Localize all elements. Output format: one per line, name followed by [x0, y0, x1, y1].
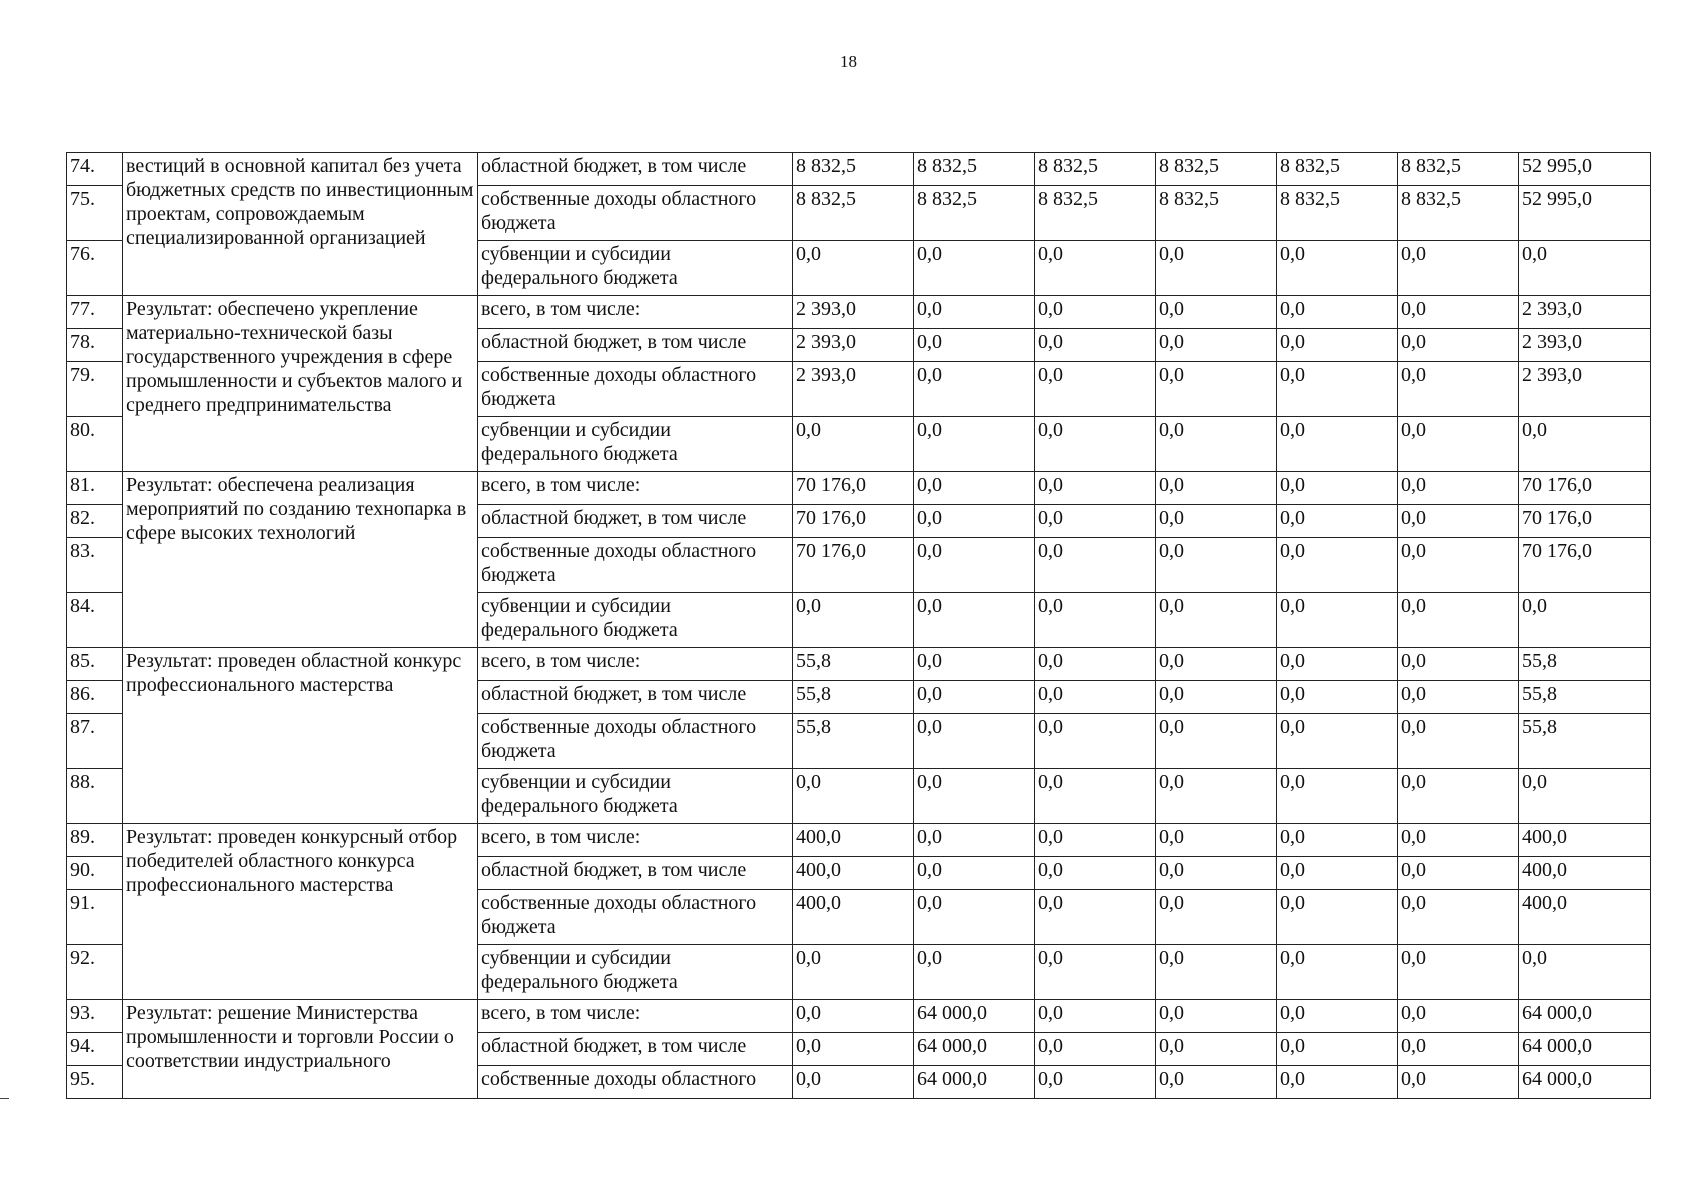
table-row — [67, 1000, 1651, 1033]
year-value-cell: 0,0 — [1277, 769, 1398, 824]
year-value-cell: 0,0 — [793, 241, 914, 296]
year-value-cell: 0,0 — [1398, 593, 1519, 648]
year-value-cell: 8 832,5 — [793, 153, 914, 186]
year-value-cell: 64 000,0 — [914, 1033, 1035, 1066]
year-value-cell: 0,0 — [1398, 681, 1519, 714]
year-value-cell: 0,0 — [1156, 857, 1277, 890]
year-value-cell: 0,0 — [1277, 714, 1398, 769]
year-value-cell: 0,0 — [1156, 945, 1277, 1000]
total-value-cell: 0,0 — [1519, 417, 1651, 472]
row-number-cell: 79. — [67, 362, 123, 417]
year-value-cell: 0,0 — [1156, 648, 1277, 681]
funding-source-cell: собственные доходы областного — [478, 1066, 793, 1099]
table-row — [67, 153, 1651, 186]
row-number-cell: 83. — [67, 538, 123, 593]
row-number-cell: 81. — [67, 472, 123, 505]
total-value-cell: 70 176,0 — [1519, 472, 1651, 505]
year-value-cell: 0,0 — [914, 329, 1035, 362]
total-value-cell: 400,0 — [1519, 857, 1651, 890]
year-value-cell: 0,0 — [793, 1066, 914, 1099]
result-description-cell: Результат: проведен областной конкурс профессионального мастерства — [123, 648, 478, 824]
row-number-cell: 85. — [67, 648, 123, 681]
year-value-cell: 0,0 — [1398, 296, 1519, 329]
total-value-cell: 55,8 — [1519, 681, 1651, 714]
row-number-cell: 94. — [67, 1033, 123, 1066]
year-value-cell: 0,0 — [1277, 296, 1398, 329]
funding-source-cell: субвенции и субсидии федерального бюджета — [478, 593, 793, 648]
year-value-cell: 0,0 — [1156, 1066, 1277, 1099]
year-value-cell: 64 000,0 — [914, 1066, 1035, 1099]
year-value-cell: 0,0 — [1398, 362, 1519, 417]
year-value-cell: 0,0 — [1277, 945, 1398, 1000]
total-value-cell: 0,0 — [1519, 241, 1651, 296]
funding-source-cell: областной бюджет, в том числе — [478, 857, 793, 890]
year-value-cell: 70 176,0 — [793, 538, 914, 593]
year-value-cell: 70 176,0 — [793, 472, 914, 505]
year-value-cell: 400,0 — [793, 824, 914, 857]
year-value-cell: 0,0 — [1035, 241, 1156, 296]
total-value-cell: 55,8 — [1519, 648, 1651, 681]
funding-source-cell: всего, в том числе: — [478, 824, 793, 857]
year-value-cell: 0,0 — [1398, 472, 1519, 505]
margin-tick-mark — [0, 1098, 9, 1099]
funding-source-cell: областной бюджет, в том числе — [478, 505, 793, 538]
year-value-cell: 0,0 — [1156, 417, 1277, 472]
row-number-cell: 90. — [67, 857, 123, 890]
total-value-cell: 0,0 — [1519, 593, 1651, 648]
year-value-cell: 0,0 — [1156, 362, 1277, 417]
table-row — [67, 296, 1651, 329]
year-value-cell: 0,0 — [1277, 593, 1398, 648]
year-value-cell: 0,0 — [1035, 648, 1156, 681]
year-value-cell: 8 832,5 — [1277, 153, 1398, 186]
year-value-cell: 400,0 — [793, 857, 914, 890]
year-value-cell: 55,8 — [793, 714, 914, 769]
year-value-cell: 0,0 — [1035, 296, 1156, 329]
year-value-cell: 2 393,0 — [793, 362, 914, 417]
year-value-cell: 0,0 — [1156, 714, 1277, 769]
year-value-cell: 0,0 — [914, 241, 1035, 296]
year-value-cell: 0,0 — [1035, 857, 1156, 890]
total-value-cell: 70 176,0 — [1519, 505, 1651, 538]
row-number-cell: 95. — [67, 1066, 123, 1099]
year-value-cell: 0,0 — [1398, 648, 1519, 681]
year-value-cell: 55,8 — [793, 681, 914, 714]
row-number-cell: 86. — [67, 681, 123, 714]
year-value-cell: 0,0 — [1035, 824, 1156, 857]
year-value-cell: 0,0 — [914, 648, 1035, 681]
funding-source-cell: собственные доходы областного бюджета — [478, 890, 793, 945]
total-value-cell: 400,0 — [1519, 824, 1651, 857]
year-value-cell: 0,0 — [1277, 241, 1398, 296]
year-value-cell: 64 000,0 — [914, 1000, 1035, 1033]
year-value-cell: 0,0 — [1156, 296, 1277, 329]
year-value-cell: 0,0 — [1035, 538, 1156, 593]
year-value-cell: 8 832,5 — [1156, 153, 1277, 186]
year-value-cell: 0,0 — [1398, 1000, 1519, 1033]
year-value-cell: 0,0 — [914, 890, 1035, 945]
funding-source-cell: всего, в том числе: — [478, 648, 793, 681]
year-value-cell: 0,0 — [1156, 505, 1277, 538]
year-value-cell: 0,0 — [793, 945, 914, 1000]
year-value-cell: 0,0 — [793, 1033, 914, 1066]
page-number: 18 — [840, 52, 857, 71]
funding-source-cell: областной бюджет, в том числе — [478, 329, 793, 362]
year-value-cell: 0,0 — [1035, 472, 1156, 505]
year-value-cell: 8 832,5 — [1156, 186, 1277, 241]
year-value-cell: 0,0 — [1277, 1066, 1398, 1099]
year-value-cell: 400,0 — [793, 890, 914, 945]
funding-source-cell: собственные доходы областного бюджета — [478, 362, 793, 417]
year-value-cell: 0,0 — [793, 769, 914, 824]
year-value-cell: 0,0 — [1035, 1066, 1156, 1099]
year-value-cell: 0,0 — [1398, 329, 1519, 362]
year-value-cell: 0,0 — [1277, 681, 1398, 714]
year-value-cell: 8 832,5 — [914, 153, 1035, 186]
year-value-cell: 0,0 — [1035, 417, 1156, 472]
year-value-cell: 0,0 — [1035, 362, 1156, 417]
row-number-cell: 75. — [67, 186, 123, 241]
year-value-cell: 0,0 — [1156, 769, 1277, 824]
year-value-cell: 0,0 — [1156, 890, 1277, 945]
total-value-cell: 400,0 — [1519, 890, 1651, 945]
year-value-cell: 0,0 — [1398, 505, 1519, 538]
year-value-cell: 0,0 — [914, 824, 1035, 857]
year-value-cell: 8 832,5 — [793, 186, 914, 241]
total-value-cell: 64 000,0 — [1519, 1033, 1651, 1066]
year-value-cell: 2 393,0 — [793, 296, 914, 329]
year-value-cell: 0,0 — [914, 857, 1035, 890]
year-value-cell: 0,0 — [1035, 714, 1156, 769]
year-value-cell: 0,0 — [1035, 890, 1156, 945]
year-value-cell: 0,0 — [1398, 857, 1519, 890]
year-value-cell: 0,0 — [1277, 329, 1398, 362]
year-value-cell: 0,0 — [1035, 681, 1156, 714]
year-value-cell: 0,0 — [914, 296, 1035, 329]
funding-source-cell: субвенции и субсидии федерального бюджета — [478, 769, 793, 824]
row-number-cell: 84. — [67, 593, 123, 648]
year-value-cell: 2 393,0 — [793, 329, 914, 362]
year-value-cell: 0,0 — [1035, 769, 1156, 824]
year-value-cell: 0,0 — [1156, 329, 1277, 362]
year-value-cell: 8 832,5 — [1398, 186, 1519, 241]
year-value-cell: 0,0 — [1035, 945, 1156, 1000]
row-number-cell: 93. — [67, 1000, 123, 1033]
year-value-cell: 0,0 — [1156, 593, 1277, 648]
funding-source-cell: субвенции и субсидии федерального бюджета — [478, 417, 793, 472]
result-description-cell: Результат: обеспечено укрепление материально-технической базы государственного учреждения в сфере промышленности и субъектов малого и среднего предпринимательства — [123, 296, 478, 472]
total-value-cell: 70 176,0 — [1519, 538, 1651, 593]
year-value-cell: 8 832,5 — [1035, 153, 1156, 186]
total-value-cell: 64 000,0 — [1519, 1066, 1651, 1099]
year-value-cell: 0,0 — [1277, 417, 1398, 472]
year-value-cell: 0,0 — [793, 417, 914, 472]
result-description-cell: Результат: решение Министерства промышленности и торговли России о соответствии индустриального — [123, 1000, 478, 1099]
funding-source-cell: субвенции и субсидии федерального бюджета — [478, 241, 793, 296]
year-value-cell: 0,0 — [1035, 593, 1156, 648]
year-value-cell: 8 832,5 — [1277, 186, 1398, 241]
total-value-cell: 2 393,0 — [1519, 296, 1651, 329]
year-value-cell: 0,0 — [914, 945, 1035, 1000]
year-value-cell: 0,0 — [914, 714, 1035, 769]
row-number-cell: 77. — [67, 296, 123, 329]
year-value-cell: 8 832,5 — [914, 186, 1035, 241]
year-value-cell: 8 832,5 — [1398, 153, 1519, 186]
year-value-cell: 8 832,5 — [1035, 186, 1156, 241]
year-value-cell: 70 176,0 — [793, 505, 914, 538]
row-number-cell: 78. — [67, 329, 123, 362]
result-description-cell: вестиций в основной капитал без учета бюджетных средств по инвестиционным проектам, сопровождаемым специализированной организацией — [123, 153, 478, 296]
year-value-cell: 0,0 — [1035, 505, 1156, 538]
table-body — [67, 153, 1651, 1099]
year-value-cell: 0,0 — [1398, 769, 1519, 824]
year-value-cell: 0,0 — [1035, 1000, 1156, 1033]
year-value-cell: 0,0 — [1277, 1000, 1398, 1033]
year-value-cell: 0,0 — [1398, 1033, 1519, 1066]
total-value-cell: 0,0 — [1519, 769, 1651, 824]
year-value-cell: 0,0 — [1398, 945, 1519, 1000]
total-value-cell: 2 393,0 — [1519, 329, 1651, 362]
table-row — [67, 648, 1651, 681]
year-value-cell: 0,0 — [1277, 472, 1398, 505]
year-value-cell: 0,0 — [1277, 890, 1398, 945]
year-value-cell: 0,0 — [914, 505, 1035, 538]
total-value-cell: 52 995,0 — [1519, 186, 1651, 241]
year-value-cell: 0,0 — [914, 472, 1035, 505]
funding-source-cell: собственные доходы областного бюджета — [478, 714, 793, 769]
year-value-cell: 0,0 — [1156, 1000, 1277, 1033]
year-value-cell: 0,0 — [1277, 648, 1398, 681]
year-value-cell: 0,0 — [1035, 329, 1156, 362]
funding-source-cell: всего, в том числе: — [478, 296, 793, 329]
row-number-cell: 89. — [67, 824, 123, 857]
year-value-cell: 0,0 — [1277, 505, 1398, 538]
table-row — [67, 472, 1651, 505]
year-value-cell: 0,0 — [793, 1000, 914, 1033]
year-value-cell: 0,0 — [914, 362, 1035, 417]
table-row — [67, 824, 1651, 857]
year-value-cell: 0,0 — [1035, 1033, 1156, 1066]
row-number-cell: 74. — [67, 153, 123, 186]
year-value-cell: 0,0 — [1277, 538, 1398, 593]
year-value-cell: 0,0 — [1398, 824, 1519, 857]
year-value-cell: 0,0 — [793, 593, 914, 648]
total-value-cell: 2 393,0 — [1519, 362, 1651, 417]
year-value-cell: 0,0 — [1156, 241, 1277, 296]
year-value-cell: 0,0 — [1277, 857, 1398, 890]
result-description-cell: Результат: проведен конкурсный отбор победителей областного конкурса профессионального мастерства — [123, 824, 478, 1000]
row-number-cell: 92. — [67, 945, 123, 1000]
year-value-cell: 0,0 — [1398, 241, 1519, 296]
row-number-cell: 88. — [67, 769, 123, 824]
row-number-cell: 91. — [67, 890, 123, 945]
row-number-cell: 76. — [67, 241, 123, 296]
year-value-cell: 0,0 — [1398, 1066, 1519, 1099]
budget-table — [66, 152, 1651, 1099]
year-value-cell: 0,0 — [1277, 362, 1398, 417]
year-value-cell: 0,0 — [1398, 714, 1519, 769]
total-value-cell: 0,0 — [1519, 945, 1651, 1000]
year-value-cell: 0,0 — [1277, 1033, 1398, 1066]
year-value-cell: 0,0 — [914, 593, 1035, 648]
funding-source-cell: субвенции и субсидии федерального бюджета — [478, 945, 793, 1000]
row-number-cell: 80. — [67, 417, 123, 472]
funding-source-cell: областной бюджет, в том числе — [478, 681, 793, 714]
year-value-cell: 0,0 — [1156, 538, 1277, 593]
year-value-cell: 0,0 — [1156, 681, 1277, 714]
year-value-cell: 0,0 — [914, 538, 1035, 593]
row-number-cell: 87. — [67, 714, 123, 769]
total-value-cell: 55,8 — [1519, 714, 1651, 769]
funding-source-cell: всего, в том числе: — [478, 1000, 793, 1033]
funding-source-cell: собственные доходы областного бюджета — [478, 186, 793, 241]
year-value-cell: 0,0 — [1156, 824, 1277, 857]
funding-source-cell: собственные доходы областного бюджета — [478, 538, 793, 593]
year-value-cell: 0,0 — [914, 417, 1035, 472]
result-description-cell: Результат: обеспечена реализация мероприятий по созданию технопарка в сфере высоких технологий — [123, 472, 478, 648]
year-value-cell: 0,0 — [1398, 538, 1519, 593]
year-value-cell: 55,8 — [793, 648, 914, 681]
year-value-cell: 0,0 — [1156, 1033, 1277, 1066]
row-number-cell: 82. — [67, 505, 123, 538]
year-value-cell: 0,0 — [914, 681, 1035, 714]
year-value-cell: 0,0 — [1398, 890, 1519, 945]
funding-source-cell: областной бюджет, в том числе — [478, 1033, 793, 1066]
year-value-cell: 0,0 — [1156, 472, 1277, 505]
year-value-cell: 0,0 — [1277, 824, 1398, 857]
total-value-cell: 52 995,0 — [1519, 153, 1651, 186]
funding-source-cell: всего, в том числе: — [478, 472, 793, 505]
total-value-cell: 64 000,0 — [1519, 1000, 1651, 1033]
year-value-cell: 0,0 — [1398, 417, 1519, 472]
funding-source-cell: областной бюджет, в том числе — [478, 153, 793, 186]
year-value-cell: 0,0 — [914, 769, 1035, 824]
